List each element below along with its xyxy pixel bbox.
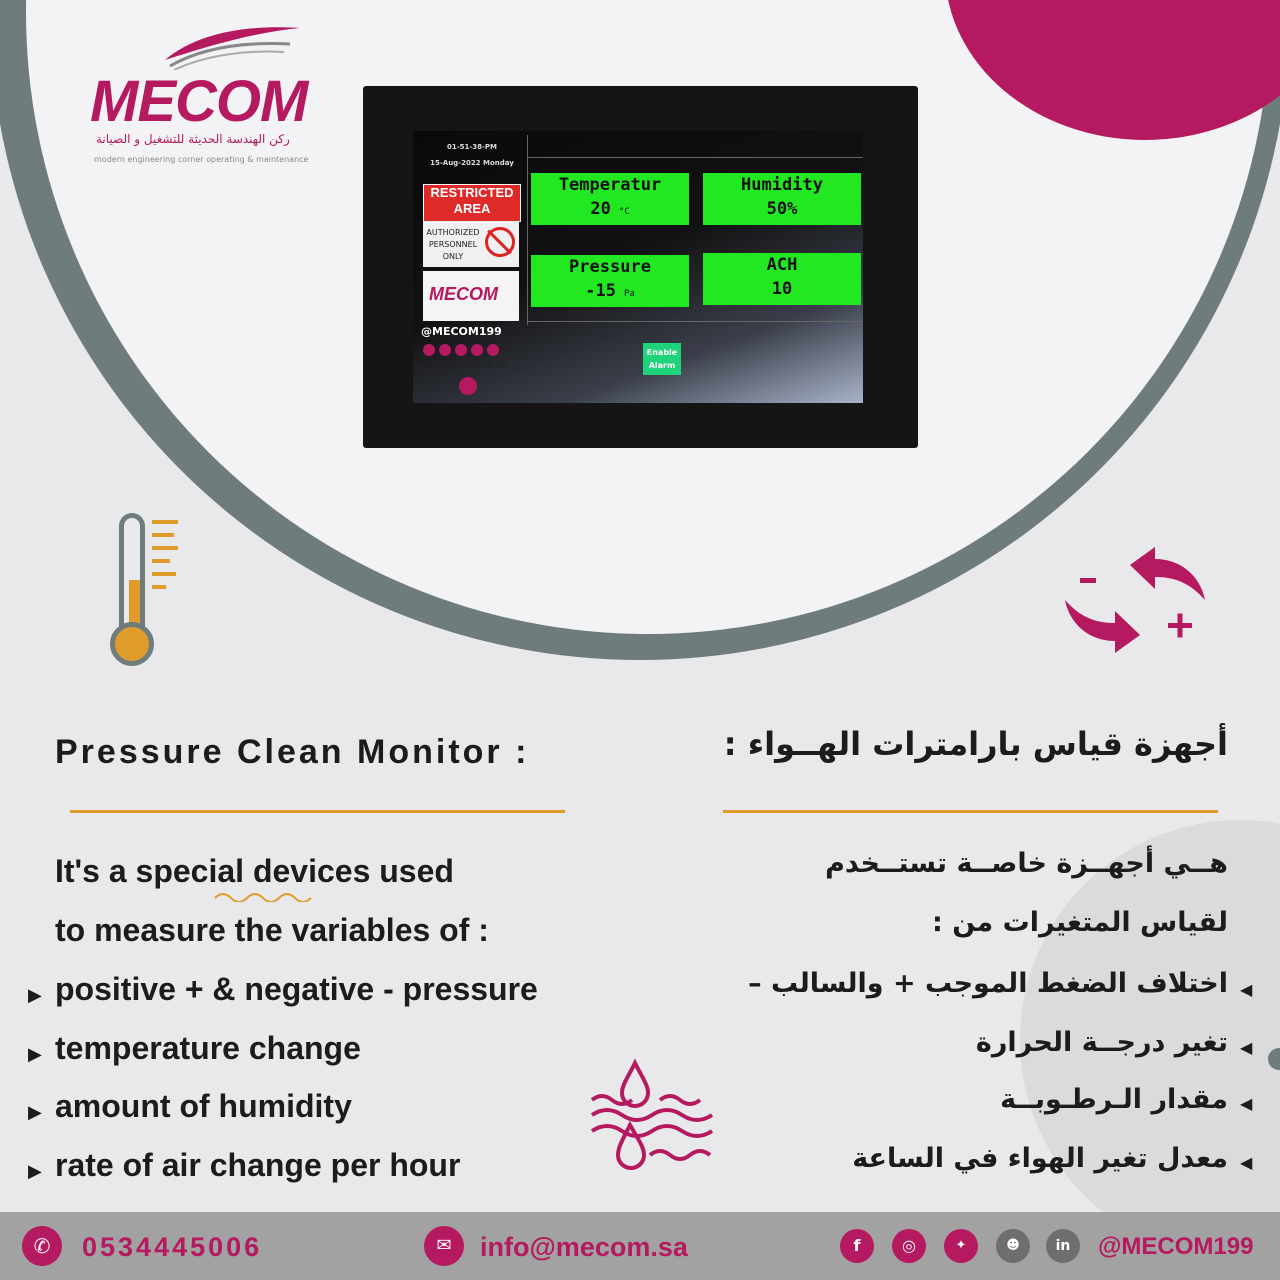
twitter-icon[interactable]: ✦ <box>944 1229 978 1263</box>
tile-unit: °C <box>618 207 630 217</box>
logo-arabic-tagline: ركن الهندسة الحديثة للتشغيل و الصيانة <box>96 132 290 146</box>
tile-label: Humidity <box>741 175 823 195</box>
phone-icon[interactable]: ✆ <box>22 1226 62 1266</box>
monitor-device <box>363 86 918 448</box>
monitor-handle: @MECOM199 <box>421 325 502 338</box>
water-drop-icon <box>590 1055 715 1180</box>
linkedin-icon <box>487 344 499 356</box>
no-entry-icon <box>485 227 515 257</box>
arabic-title-rule <box>723 810 1218 813</box>
mail-icon <box>459 377 477 395</box>
english-list-item: amount of humidity <box>55 1088 352 1124</box>
ach-tile <box>703 253 861 305</box>
arabic-list-item: اختلاف الضغط الموجب + والسالب – <box>748 968 1228 999</box>
monitor-divider <box>527 321 863 322</box>
pressure-tile <box>531 255 689 307</box>
twitter-icon <box>455 344 467 356</box>
tile-value: 20 <box>590 199 611 219</box>
monitor-logo-wordmark: MECOM <box>429 284 498 304</box>
tile-unit: Pa <box>623 289 635 299</box>
snapchat-icon[interactable]: ☻ <box>996 1229 1030 1263</box>
english-intro-line: It's a special devices used <box>55 853 454 889</box>
instagram-icon[interactable]: ◎ <box>892 1229 926 1263</box>
bullet-icon: ◀ <box>1240 1153 1253 1172</box>
linkedin-icon[interactable]: in <box>1046 1229 1080 1263</box>
monitor-divider <box>527 135 528 325</box>
squiggle-underline <box>213 888 313 902</box>
mail-icon[interactable]: ✉ <box>424 1226 464 1266</box>
tile-value: 50% <box>766 199 798 219</box>
monitor-social-icons <box>423 344 499 356</box>
bullet-icon: ◀ <box>1240 1094 1253 1113</box>
monitor-logo <box>423 271 519 321</box>
bullet-icon: ▶ <box>28 1102 42 1123</box>
contact-footer <box>0 1212 1280 1280</box>
temperature-tile <box>531 173 689 225</box>
monitor-screen <box>413 131 863 403</box>
restricted-area-sign: RESTRICTED AREA <box>423 184 521 222</box>
bullet-icon: ◀ <box>1240 980 1253 999</box>
monitor-time: 01-51-38-PM <box>446 143 498 151</box>
logo-english-tagline: modern engineering corner operating & maintenance <box>94 155 309 164</box>
footer-handle[interactable]: @MECOM199 <box>1098 1233 1254 1260</box>
footer-phone[interactable]: 0534445006 <box>82 1232 263 1262</box>
tile-label: ACH <box>766 255 798 275</box>
tile-label: Pressure <box>569 257 651 277</box>
bullet-icon: ▶ <box>28 1044 42 1065</box>
mecom-logo <box>88 20 328 164</box>
facebook-icon[interactable]: f <box>840 1229 874 1263</box>
monitor-email: project@mecom.sa <box>419 360 506 370</box>
bullet-icon: ▶ <box>28 985 42 1006</box>
english-title: Pressure Clean Monitor : <box>55 733 530 771</box>
english-list-item: temperature change <box>55 1030 361 1066</box>
enable-alarm-button[interactable]: Enable Alarm <box>643 343 681 375</box>
arabic-title: أجهزة قياس بارامترات الهــواء : <box>723 725 1228 763</box>
monitor-sidebar <box>423 143 521 167</box>
arabic-intro-line: لقياس المتغيرات من : <box>932 907 1228 938</box>
instagram-icon <box>439 344 451 356</box>
english-title-rule <box>70 810 565 813</box>
tile-value: -15 <box>585 281 616 301</box>
tile-label: Temperatur <box>558 175 662 195</box>
humidity-tile <box>703 173 861 225</box>
tile-value: 10 <box>771 279 793 299</box>
facebook-icon <box>423 344 435 356</box>
logo-wordmark: MECOM <box>90 69 308 134</box>
arabic-list-item: تغير درجــة الحرارة <box>975 1027 1228 1058</box>
snapchat-icon <box>471 344 483 356</box>
footer-email[interactable]: info@mecom.sa <box>480 1232 688 1262</box>
monitor-date: 15-Aug-2022 Monday <box>430 159 514 167</box>
logo-swoosh-icon <box>160 20 310 70</box>
bullet-icon: ◀ <box>1240 1038 1253 1057</box>
pressure-arrows-icon <box>1060 545 1210 655</box>
authorized-text: AUTHORIZED PERSONNEL ONLY <box>426 228 480 261</box>
monitor-divider <box>527 157 863 158</box>
english-list-item: rate of air change per hour <box>55 1147 461 1183</box>
english-intro-line: to measure the variables of : <box>55 912 489 948</box>
bullet-icon: ▶ <box>28 1161 42 1182</box>
arabic-list-item: معدل تغير الهواء في الساعة <box>852 1143 1228 1174</box>
arabic-intro-line: هــي أجهــزة خاصــة تستــخدم <box>825 848 1228 879</box>
authorized-sign <box>423 221 519 267</box>
english-list-item: positive + & negative - pressure <box>55 971 538 1007</box>
arabic-list-item: مقدار الـرطـوبــة <box>1000 1084 1228 1115</box>
